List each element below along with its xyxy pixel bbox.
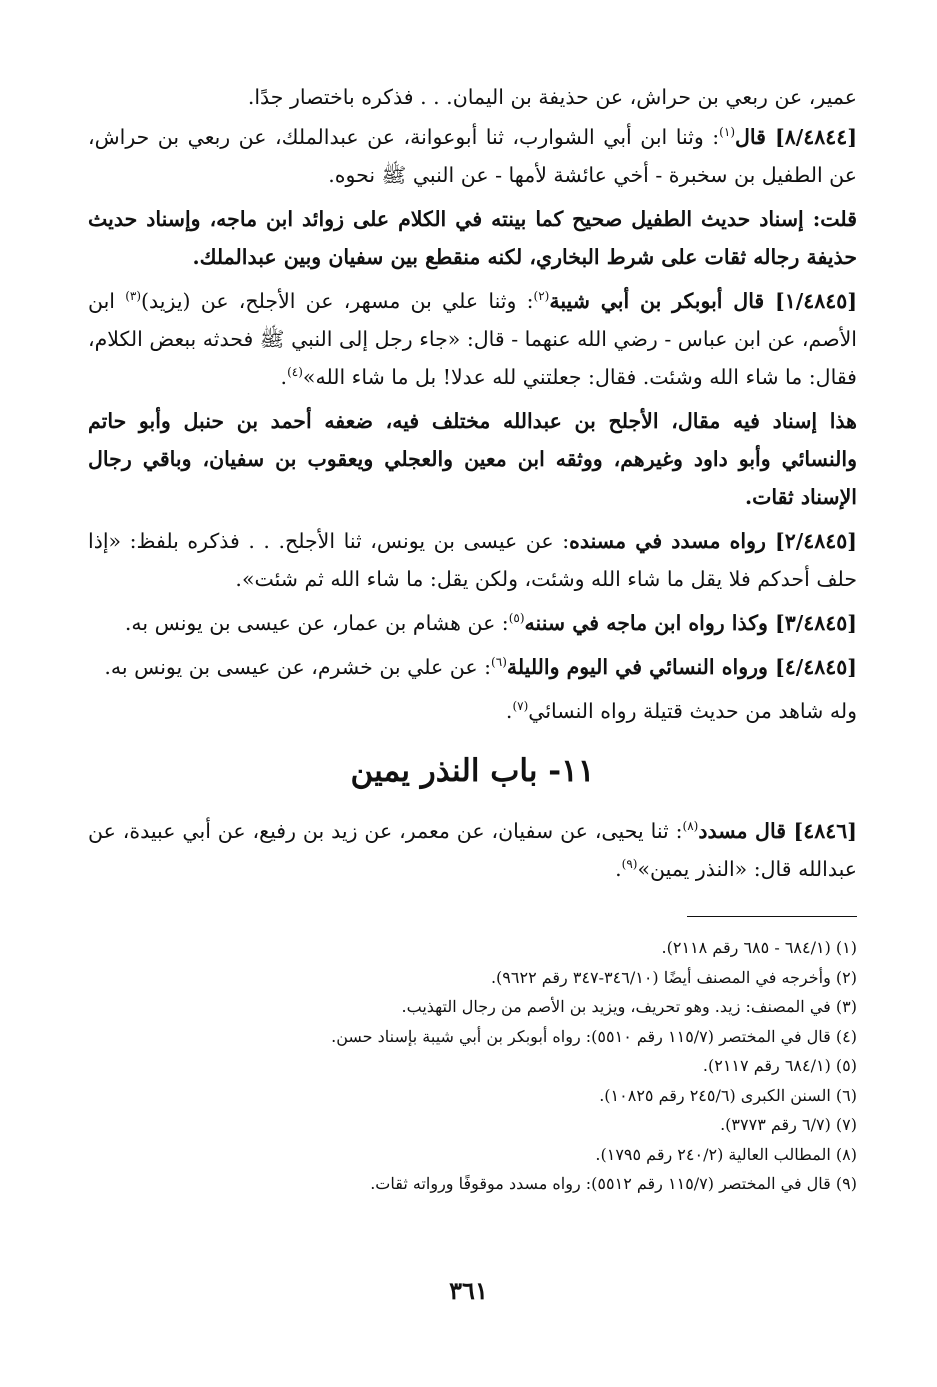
hadith-reference: [٤/٤٨٤٥] ورواه النسائي في اليوم والليلة (506, 655, 857, 679)
hadith-reference: [١/٤٨٤٥] قال أبوبكر بن أبي شيبة (549, 289, 858, 313)
hadith-text-continued: ابن الأصم، عن ابن عباس - رضي الله عنهما - قال: «جاء رجل إلى النبي ﷺ فحدثه ببعض الكلام، فقال: ما شاء الله وشئت. فقال: جعلتني لله عدلا! بل ما شاء الله» (88, 289, 857, 389)
paragraph-continuation (88, 78, 857, 116)
hadith-4-4845 (88, 648, 857, 686)
chapter-heading: ١١- باب النذر يمين (350, 753, 595, 789)
footnote-3: (٣) في المصنف: زيد. وهو تحريف، ويزيد بن الأصم من رجال التهذيب. (401, 997, 857, 1016)
paragraph-text: عمير، عن ربعي بن حراش، عن حذيفة بن اليمان. . . فذكره باختصار جدًا. (247, 85, 857, 109)
footnote-marker[interactable]: (٨) (682, 819, 699, 834)
hadith-reference: [٤٨٤٦] قال مسدد (698, 819, 857, 843)
footnote-marker[interactable]: (٢) (533, 289, 550, 304)
commentary-paragraph (88, 402, 857, 516)
footnote-marker[interactable]: (١) (719, 125, 735, 140)
hadith-text: : عن عيسى بن يونس، ثنا الأجلح. . . فذكره بلفظ: «إذا حلف أحدكم فلا يقل ما شاء الله وشئت، ولكن يقل: ما شاء الله ثم شئت». (88, 529, 857, 591)
footnote-marker[interactable]: (٥) (508, 611, 525, 626)
footnote-4: (٤) قال في المختصر (١١٥/٧ رقم ٥٥١٠): رواه أبوبكر بن أبي شيبة بإسناد حسن. (331, 1026, 857, 1046)
footnote-separator-wrap (88, 894, 857, 927)
hadith-8-4844 (88, 118, 857, 194)
witness-text: وله شاهد من حديث قتيلة رواه النسائي (528, 699, 857, 723)
footnote-marker[interactable]: (٩) (621, 857, 638, 872)
footnotes (88, 933, 857, 1199)
hadith-text-end: . (615, 857, 622, 881)
footnote-1: (١) (٦٨٤/١ - ٦٨٥ رقم ٢١١٨). (661, 938, 857, 957)
hadith-4846 (88, 812, 857, 888)
hadith-3-4845 (88, 604, 857, 642)
commentary-text: قلت: إسناد حديث الطفيل صحيح كما بينته في الكلام على زوائد ابن ماجه، وإسناد حديث حذيفة رجاله ثقات على شرط البخاري، لكنه منقطع بين سفيان وبين عبدالملك. (88, 207, 857, 269)
footnote-marker[interactable]: (٣) (125, 289, 142, 304)
witness-text-end: . (505, 699, 513, 723)
hadith-text: : ثنا يحيى، عن سفيان، عن معمر، عن زيد بن رفيع، عن أبي عبيدة، عن عبدالله قال: «النذر يمين» (88, 819, 857, 881)
footnote-marker[interactable]: (٦) (491, 655, 507, 670)
footnote-6: (٦) السنن الكبرى (٢٤٥/٦ رقم ١٠٨٢٥). (599, 1085, 857, 1105)
hadith-reference: [٢/٤٨٤٥] رواه مسدد في مسنده (569, 529, 857, 553)
page-number: ٣٦١ (449, 1276, 488, 1305)
footnote-marker[interactable]: (٤) (287, 365, 303, 380)
hadith-1-4845 (88, 282, 857, 396)
hadith-2-4845 (88, 522, 857, 598)
footnote-8: (٨) المطالب العالية (٢٤٠/٢ رقم ١٧٩٥). (595, 1144, 857, 1164)
commentary-paragraph (88, 200, 857, 276)
commentary-text: هذا إسناد فيه مقال، الأجلح بن عبدالله مختلف فيه، ضعفه أحمد بن حنبل وأبو حاتم والنسائي وأبو داود وغيرهم، ووثقه ابن معين والعجلي ويعقوب بن سفيان، وباقي رجال الإسناد ثقات. (88, 409, 857, 509)
witness-paragraph (88, 692, 857, 730)
footnote-2: (٢) وأخرجه في المصنف أيضًا (٣٤٦/١٠-٣٤٧ رقم ٩٦٢٢). (490, 967, 857, 987)
footnote-marker[interactable]: (٧) (512, 699, 529, 714)
hadith-text: : وثنا ابن أبي الشوارب، ثنا أبوعوانة، عن عبدالملك، عن ربعي بن حراش، عن الطفيل بن سخبرة - أخي عائشة لأمها - عن النبي ﷺ نحوه. (88, 125, 857, 187)
hadith-text: : وثنا علي بن مسهر، عن الأجلح، عن (يزيد) (141, 289, 534, 313)
hadith-text: : عن علي بن خشرم، عن عيسى بن يونس به. (104, 655, 492, 679)
footnote-7: (٧) (٦/٧ رقم ٣٧٧٣). (720, 1115, 857, 1134)
hadith-text-end: . (280, 365, 288, 389)
footnote-separator (687, 916, 857, 917)
hadith-text: : عن هشام بن عمار، عن عيسى بن يونس به. (124, 611, 509, 635)
hadith-reference: [٨/٤٨٤٤] قال (735, 125, 858, 149)
footnote-9: (٩) قال في المختصر (١١٥/٧ رقم ٥٥١٢): رواه مسدد موقوفًا ورواته ثقات. (370, 1174, 857, 1193)
hadith-reference: [٣/٤٨٤٥] وكذا رواه ابن ماجه في سننه (524, 611, 857, 635)
footnote-5: (٥) (٦٨٤/١ رقم ٢١١٧). (702, 1056, 857, 1075)
